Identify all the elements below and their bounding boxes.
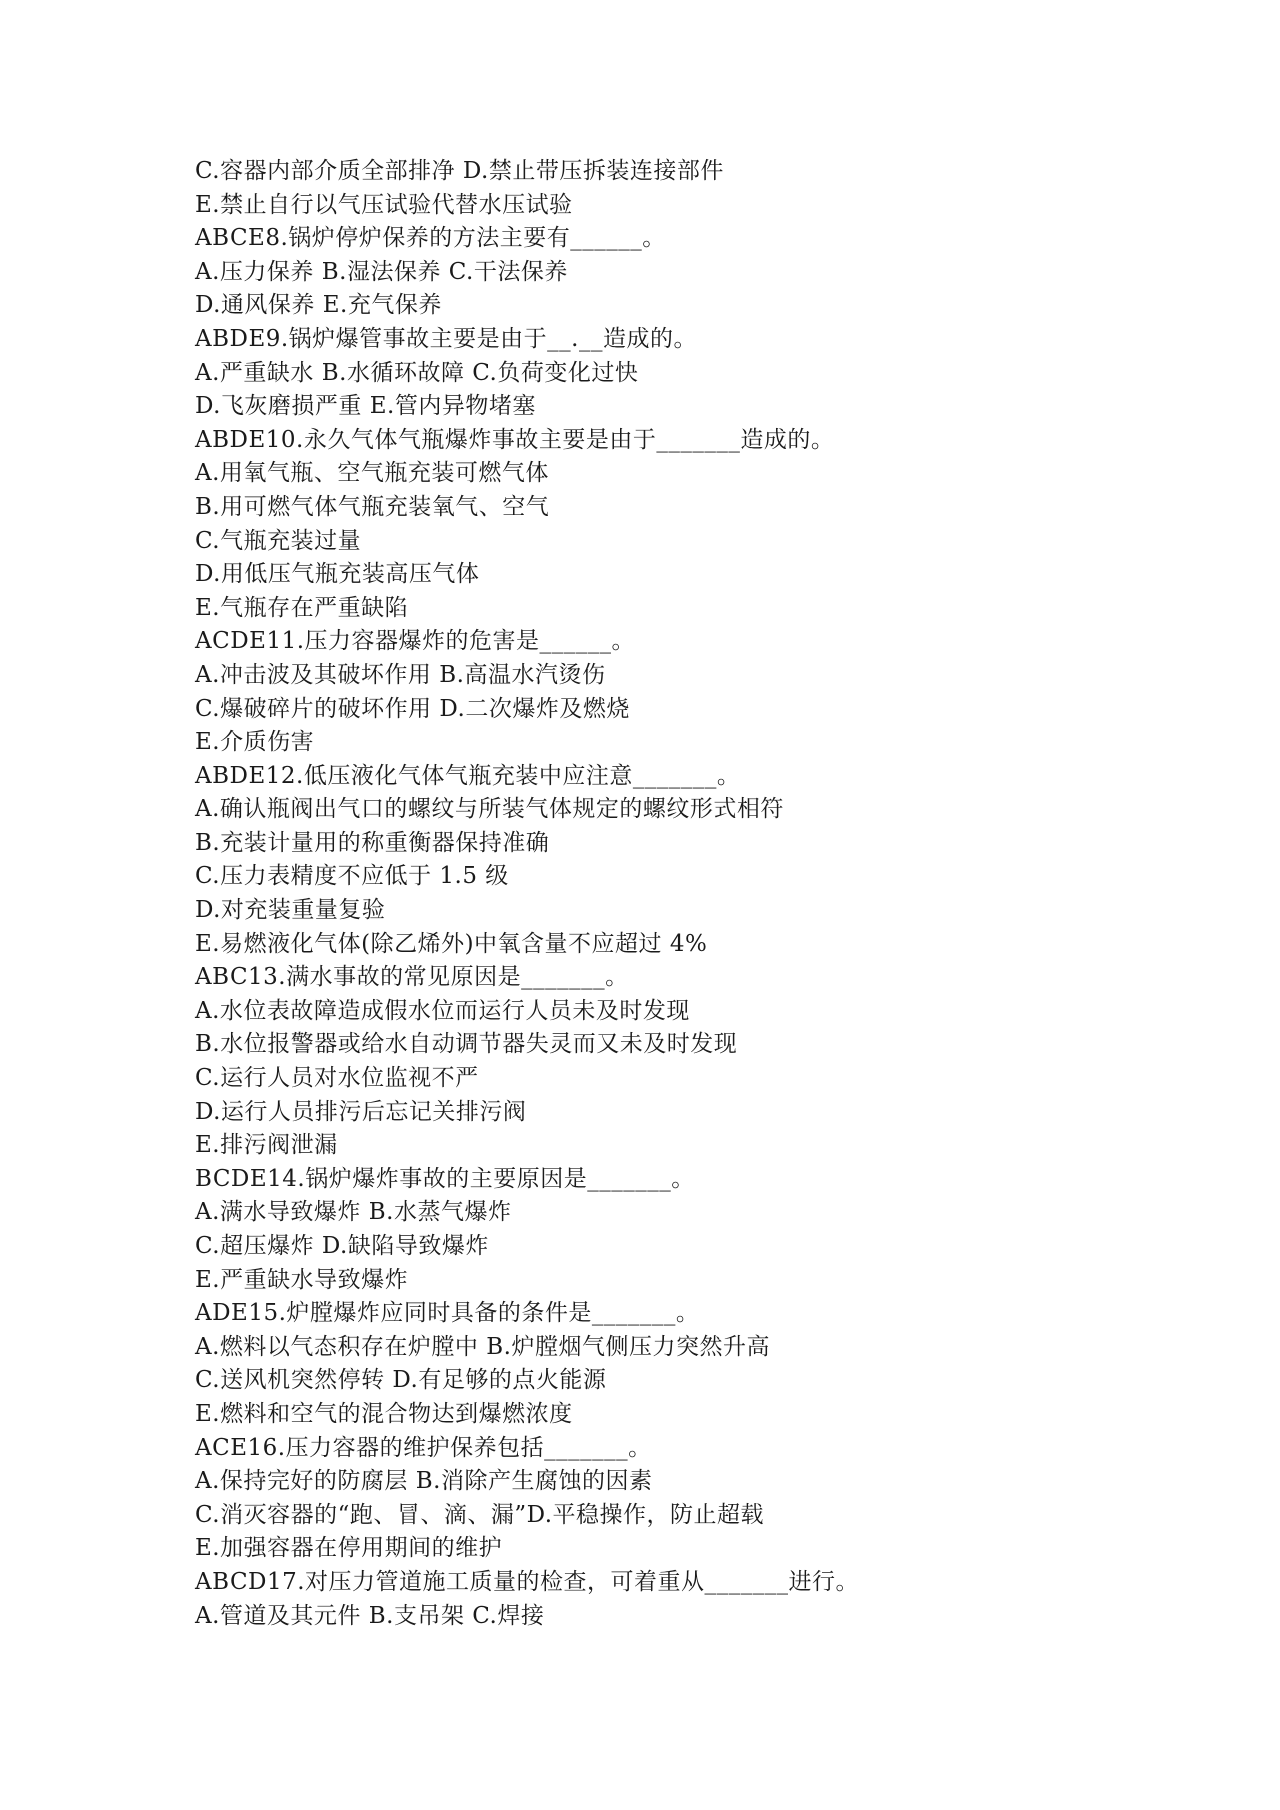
text-line: BCDE14.锅炉爆炸事故的主要原因是_______。	[195, 1165, 695, 1192]
text-line: A.用氧气瓶、空气瓶充装可燃气体	[195, 460, 549, 487]
text-line: E.加强容器在停用期间的维护	[195, 1535, 503, 1562]
text-line: D.通风保养 E.充气保养	[195, 292, 442, 319]
text-line: A.管道及其元件 B.支吊架 C.焊接	[195, 1602, 545, 1629]
text-line: C.压力表精度不应低于 1.5 级	[195, 863, 509, 890]
text-line: B.水位报警器或给水自动调节器失灵而又未及时发现	[195, 1031, 738, 1058]
text-line: B.充装计量用的称重衡器保持准确	[195, 829, 550, 856]
text-line: C.送风机突然停转 D.有足够的点火能源	[195, 1367, 607, 1394]
text-line: ADE15.炉膛爆炸应同时具备的条件是_______。	[195, 1300, 700, 1327]
text-line: A.保持完好的防腐层 B.消除产生腐蚀的因素	[195, 1468, 653, 1495]
text-line: ABDE9.锅炉爆管事故主要是由于__.__造成的。	[195, 325, 697, 352]
text-line: E.易燃液化气体(除乙烯外)中氧含量不应超过 4%	[195, 930, 708, 957]
text-line: ABCE8.锅炉停炉保养的方法主要有______。	[195, 225, 666, 252]
text-line: D.运行人员排污后忘记关排污阀	[195, 1098, 527, 1125]
text-line: D.对充装重量复验	[195, 897, 386, 924]
text-line: C.超压爆炸 D.缺陷导致爆炸	[195, 1233, 489, 1259]
text-line: D.用低压气瓶充装高压气体	[195, 561, 480, 588]
text-line: E.禁止自行以气压试验代替水压试验	[195, 191, 573, 218]
text-line: A.确认瓶阀出气口的螺纹与所装气体规定的螺纹形式相符	[195, 796, 784, 823]
text-line: E.严重缺水导致爆炸	[195, 1266, 409, 1293]
text-line: ABDE10.永久气体气瓶爆炸事故主要是由于_______造成的。	[195, 426, 835, 453]
text-line: E.介质伤害	[195, 729, 315, 756]
text-line: C.运行人员对水位监视不严	[195, 1065, 479, 1092]
text-line: ACE16.压力容器的维护保养包括_______。	[195, 1434, 652, 1461]
text-line: A.严重缺水 B.水循环故障 C.负荷变化过快	[195, 359, 639, 386]
text-line: ABCD17.对压力管道施工质量的检查，可着重从_______进行。	[195, 1568, 860, 1595]
text-line: E.气瓶存在严重缺陷	[195, 594, 409, 621]
document-body	[195, 155, 1195, 1633]
text-line: C.消灭容器的“跑、冒、滴、漏”D.平稳操作，防止超载	[195, 1501, 765, 1528]
text-line: A.满水导致爆炸 B.水蒸气爆炸	[195, 1199, 512, 1226]
text-line: C.气瓶充装过量	[195, 527, 362, 554]
text-line: A.压力保养 B.湿法保养 C.干法保养	[195, 258, 568, 285]
text-line: ABC13.满水事故的常见原因是_______。	[195, 964, 629, 991]
text-line: E.排污阀泄漏	[195, 1132, 338, 1159]
text-line: ACDE11.压力容器爆炸的危害是______。	[195, 628, 636, 655]
text-line: E.燃料和空气的混合物达到爆燃浓度	[195, 1400, 573, 1427]
text-line: C.容器内部介质全部排净 D.禁止带压拆装连接部件	[195, 158, 724, 184]
text-line: C.爆破碎片的破坏作用 D.二次爆炸及燃烧	[195, 695, 630, 722]
text-line: B.用可燃气体气瓶充装氧气、空气	[195, 493, 550, 520]
text-line: A.冲击波及其破坏作用 B.高温水汽烫伤	[195, 661, 606, 688]
text-line: A.水位表故障造成假水位而运行人员未及时发现	[195, 997, 690, 1024]
text-line: D.飞灰磨损严重 E.管内异物堵塞	[195, 393, 536, 420]
text-line: ABDE12.低压液化气体气瓶充装中应注意_______。	[195, 762, 741, 789]
text-line: A.燃料以气态积存在炉膛中 B.炉膛烟气侧压力突然升高	[195, 1333, 770, 1360]
